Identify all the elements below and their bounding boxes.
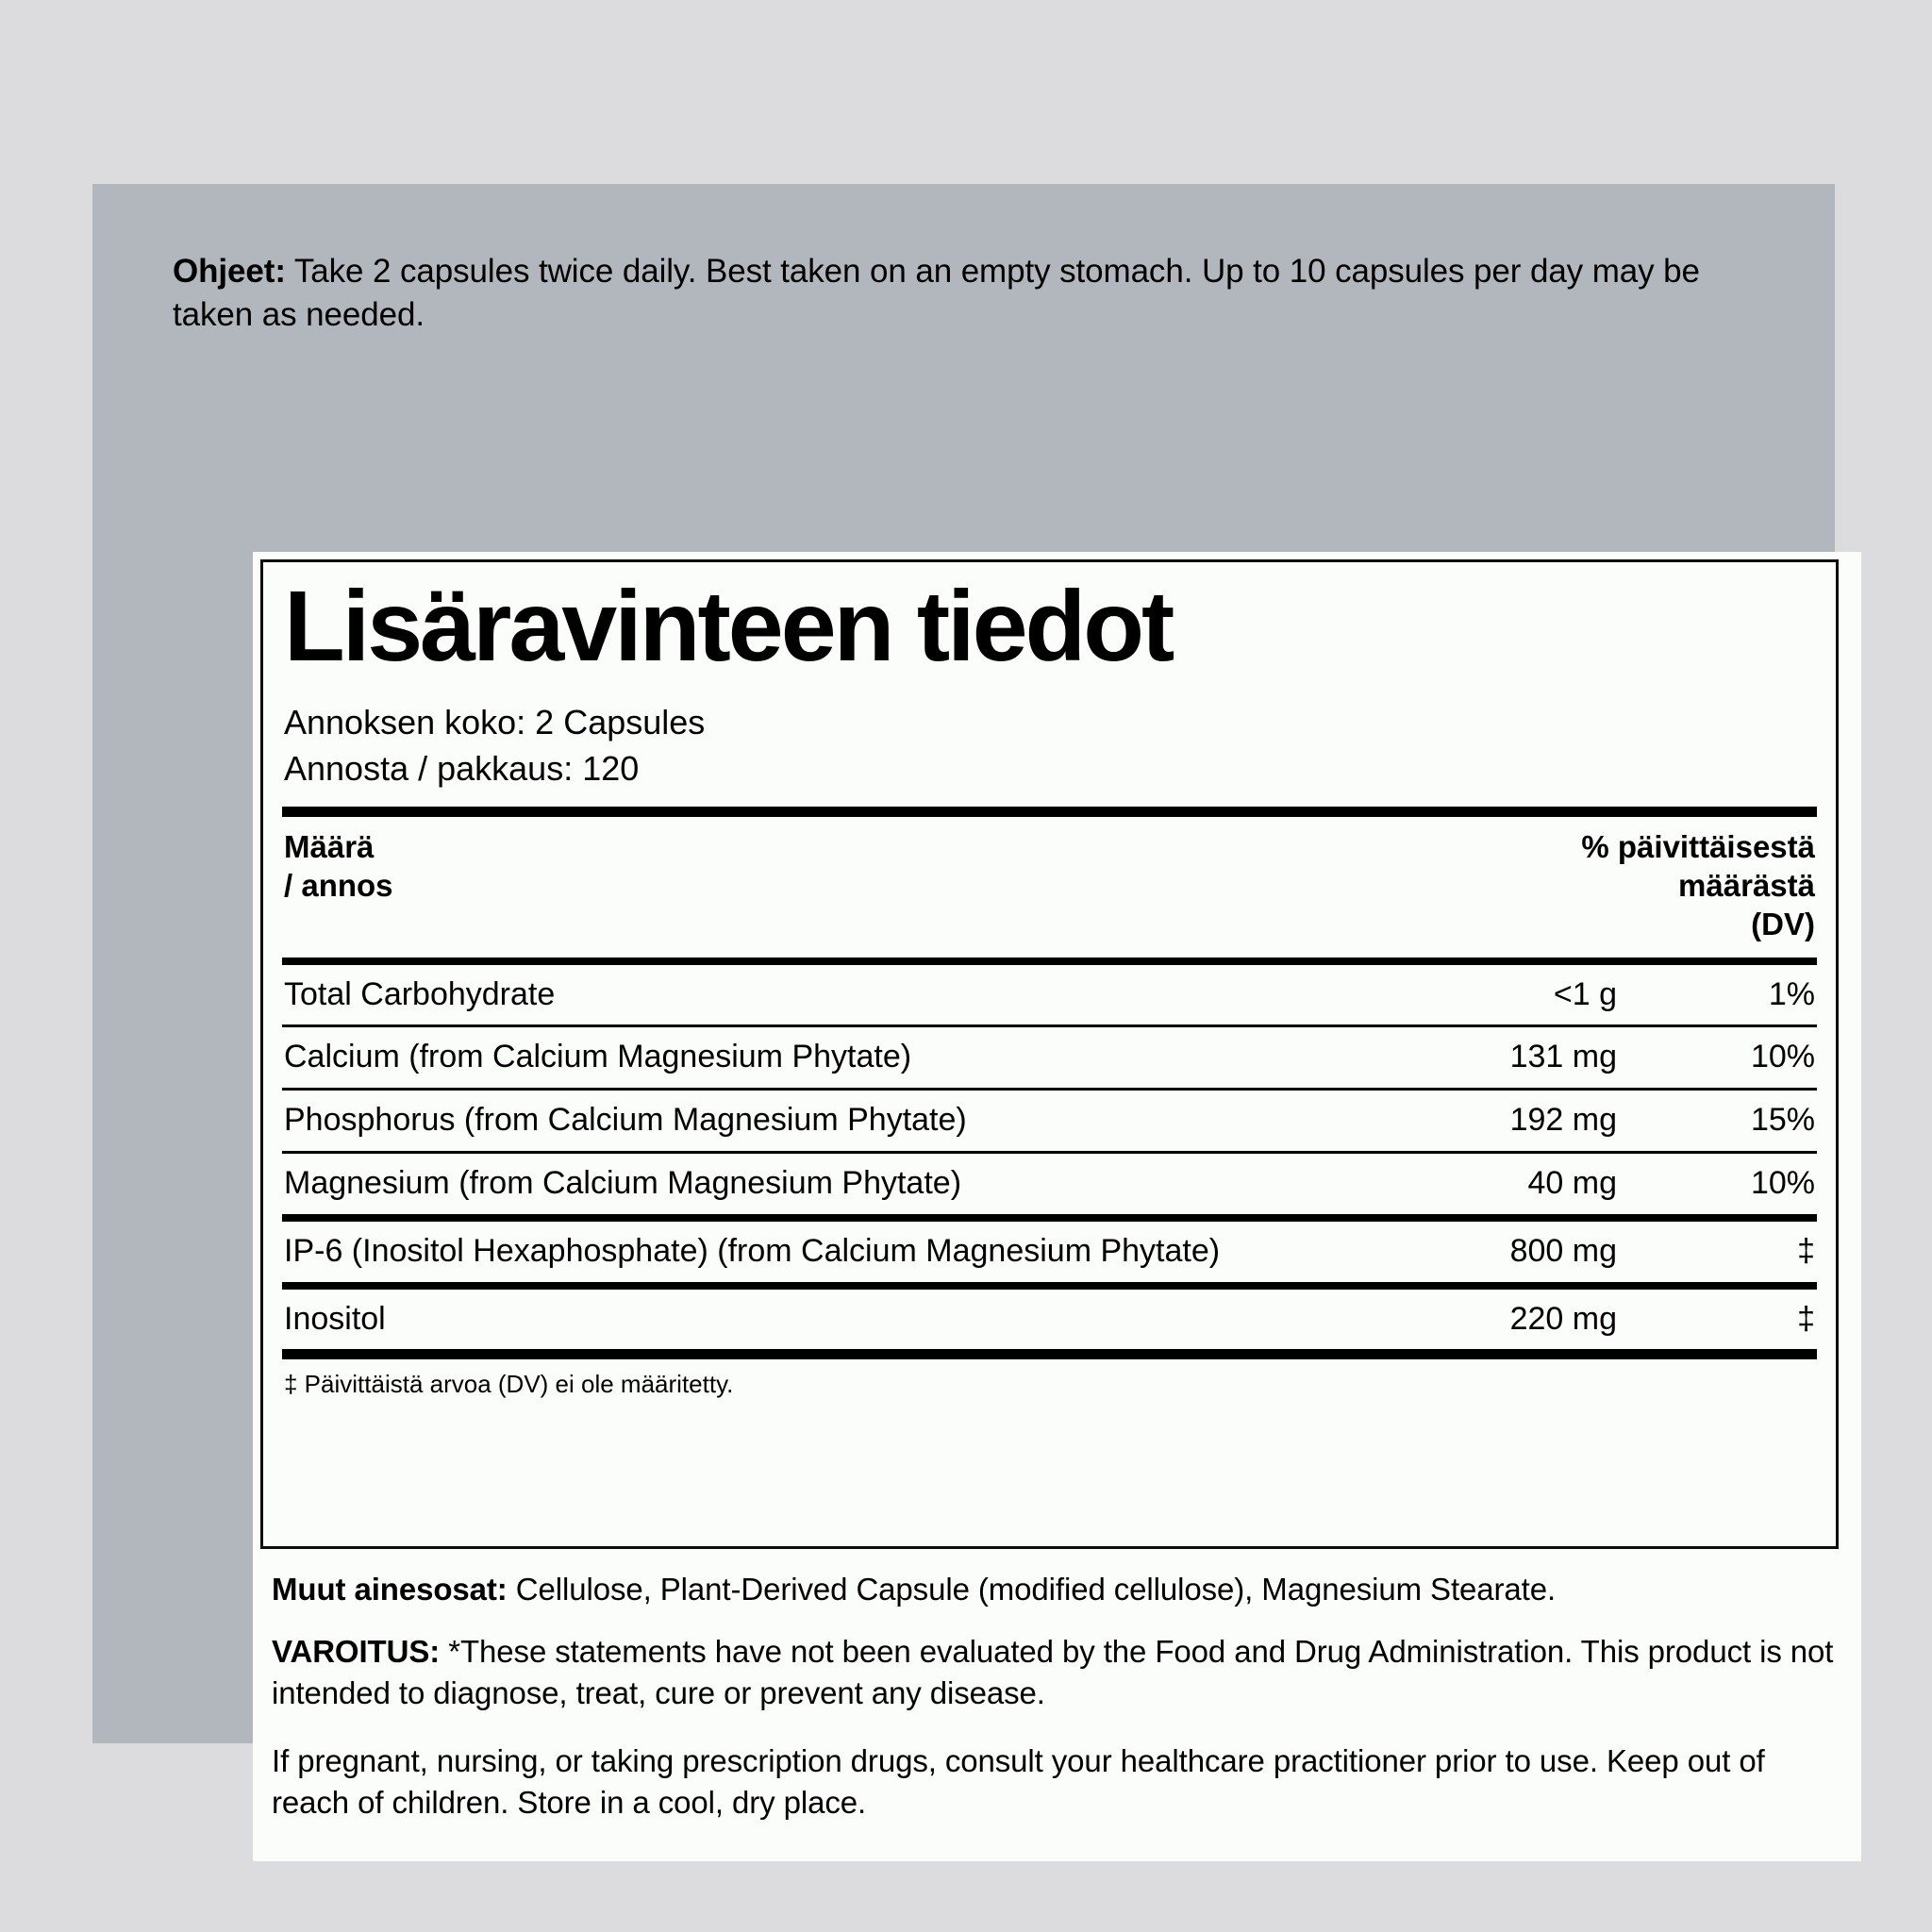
nutrient-amount: 192 mg [1509, 1102, 1617, 1139]
other-ingredients-paragraph [272, 1569, 1843, 1610]
nutrient-amount: 131 mg [1509, 1039, 1617, 1075]
nutrient-name: Inositol [284, 1300, 386, 1337]
nutrient-name: Calcium (from Calcium Magnesium Phytate) [284, 1039, 912, 1075]
nutrient-daily-value: 10% [1750, 1164, 1815, 1201]
warning-label: VAROITUS: [272, 1634, 441, 1670]
amount-header-line-1: Määrä [284, 828, 375, 864]
servings-per-container: Annosta / pakkaus: 120 [284, 748, 640, 788]
nutrient-name: Phosphorus (from Calcium Magnesium Phytate) [284, 1102, 967, 1139]
directions-text [173, 250, 1757, 336]
nutrient-amount: 800 mg [1509, 1232, 1617, 1269]
supplement-facts-panel [260, 559, 1839, 1549]
directions-body: Take 2 capsules twice daily. Best taken on an empty stomach. Up to 10 capsules per day may be taken as needed. [173, 253, 1700, 333]
nutrient-daily-value: 1% [1768, 975, 1815, 1012]
nutrient-daily-value: ‡ [1797, 1232, 1815, 1269]
amount-header-line-2: / annos [284, 867, 393, 903]
nutrient-amount: 220 mg [1509, 1300, 1617, 1337]
daily-value-footnote: ‡ Päivittäistä arvoa (DV) ei ole määritetty. [284, 1370, 734, 1399]
rule-below-column-headers [282, 958, 1817, 965]
table-row [280, 1027, 1819, 1088]
table-row [280, 1154, 1819, 1214]
serving-size: Annoksen koko: 2 Capsules [284, 703, 706, 742]
table-row [280, 1222, 1819, 1282]
nutrient-name: Magnesium (from Calcium Magnesium Phytate) [284, 1164, 962, 1201]
table-row [280, 1091, 1819, 1151]
supplement-facts-title: Lisäravinteen tiedot [284, 571, 1173, 682]
rule-above-column-headers [282, 807, 1817, 817]
warning-paragraph [272, 1631, 1843, 1714]
nutrient-daily-value: 15% [1750, 1102, 1815, 1139]
label-white-card [253, 552, 1861, 1861]
dv-header-line-1: % päivittäisestä [1581, 828, 1815, 864]
nutrient-name: Total Carbohydrate [284, 975, 556, 1012]
nutrient-amount: <1 g [1553, 975, 1617, 1012]
directions-label: Ohjeet: [173, 253, 286, 290]
rule-below-table [282, 1349, 1817, 1359]
nutrient-name: IP-6 (Inositol Hexaphosphate) (from Calcium Magnesium Phytate) [284, 1232, 1221, 1269]
gray-backdrop-panel [92, 184, 1835, 1820]
nutrient-daily-value: 10% [1750, 1039, 1815, 1075]
row-divider-strong [282, 1282, 1817, 1290]
table-row [280, 965, 1819, 1025]
other-ingredients-body: Cellulose, Plant-Derived Capsule (modified cellulose), Magnesium Stearate. [515, 1572, 1557, 1607]
daily-value-header [1581, 828, 1815, 944]
dv-header-line-2: määrästä [1678, 867, 1815, 903]
label-footer-text [260, 1569, 1855, 1849]
warning-body: *These statements have not been evaluated by the Food and Drug Administration. This product is not intended to diagnose, treat, cure or prevent any disease. [272, 1634, 1834, 1711]
amount-per-serving-header [284, 828, 1581, 906]
storage-paragraph: If pregnant, nursing, or taking prescription drugs, consult your healthcare practitioner prior to use. Keep out of reach of children. Store in a cool, dry place. [272, 1742, 1765, 1820]
nutrient-amount: 40 mg [1527, 1164, 1617, 1201]
other-ingredients-label: Muut ainesosat: [272, 1572, 508, 1607]
table-row [280, 1290, 1819, 1350]
table-column-headers [280, 817, 1819, 958]
dv-header-line-3: (DV) [1751, 906, 1815, 941]
serving-information [280, 700, 1819, 791]
row-divider-strong [282, 1214, 1817, 1222]
nutrient-daily-value: ‡ [1797, 1300, 1815, 1337]
